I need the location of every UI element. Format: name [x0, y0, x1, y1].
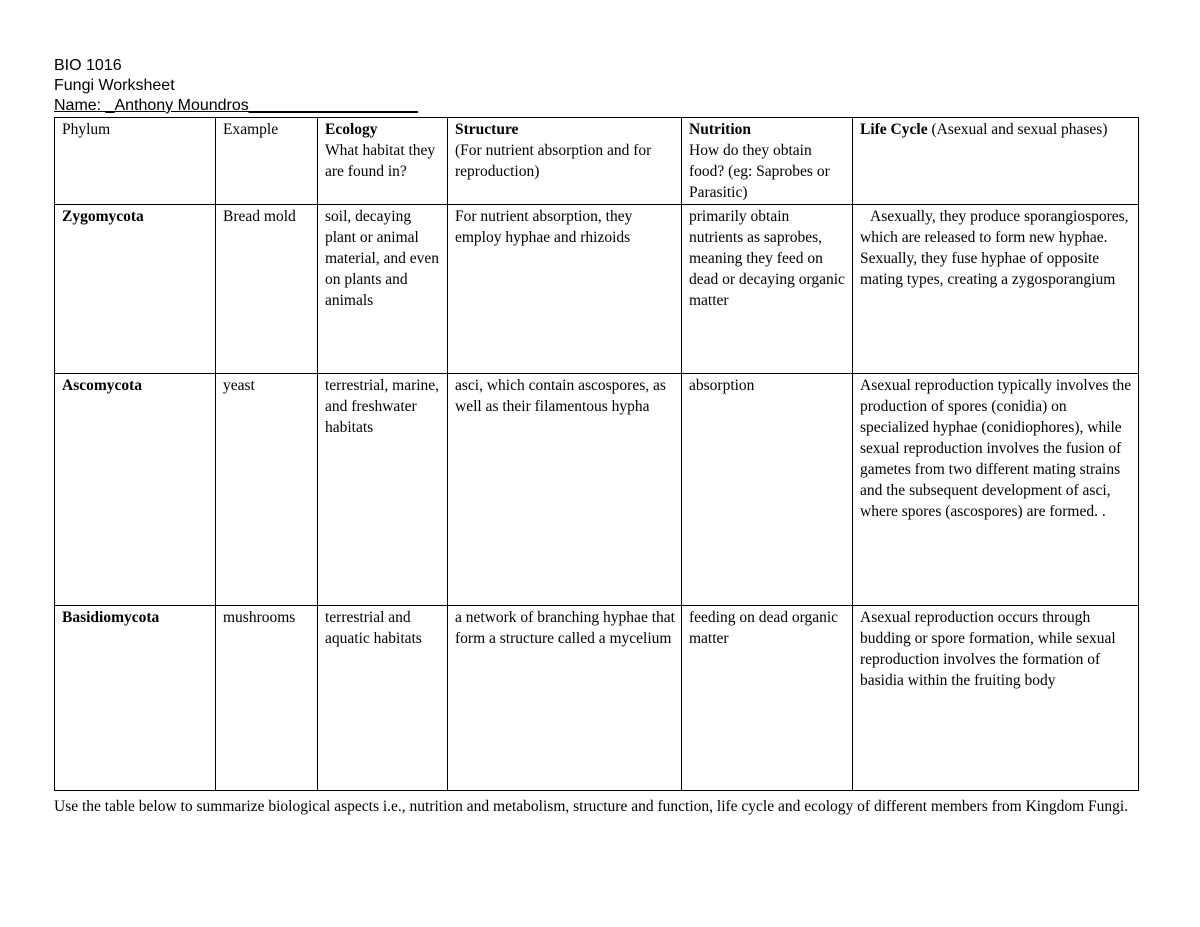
worksheet-title: Fungi Worksheet	[54, 77, 175, 94]
structure-cell: a network of branching hyphae that form a structure called a mycelium	[448, 606, 682, 791]
structure-cell: asci, which contain ascospores, as well as their filamentous hypha	[448, 374, 682, 606]
worksheet-header	[54, 56, 418, 116]
header-cell-phylum	[55, 118, 216, 205]
life-cycle-cell: Asexual reproduction typically involves the production of spores (conidia) on specialized hyphae (conidiophores), while sexual reproduction involves the fusion of gametes from two different mating strains and the subsequent development of asci, where spores (ascospores) are formed. .	[853, 374, 1139, 606]
header-label: Example	[223, 121, 279, 138]
ecology-cell: terrestrial and aquatic habitats	[318, 606, 448, 791]
header-label: Ecology	[325, 121, 378, 138]
header-subtext: What habitat they are found in?	[325, 142, 436, 180]
table-header-row	[55, 118, 1139, 205]
header-cell-nutrition	[682, 118, 853, 205]
ecology-cell: terrestrial, marine, and freshwater habitats	[318, 374, 448, 606]
phylum-cell: Ascomycota	[55, 374, 216, 606]
header-label: Nutrition	[689, 121, 751, 138]
table-row	[55, 374, 1139, 606]
nutrition-cell: feeding on dead organic matter	[682, 606, 853, 791]
header-subtext: (For nutrient absorption and for reproduction)	[455, 142, 652, 180]
example-cell: mushrooms	[216, 606, 318, 791]
life-cycle-cell: Asexually, they produce sporangiospores, which are released to form new hyphae. Sexually, they fuse hyphae of opposite mating types, creating a zygosporangium	[853, 205, 1139, 374]
structure-cell: For nutrient absorption, they employ hyphae and rhizoids	[448, 205, 682, 374]
header-cell-structure	[448, 118, 682, 205]
example-cell: yeast	[216, 374, 318, 606]
header-label: Life Cycle	[860, 121, 928, 138]
header-label: Phylum	[62, 121, 111, 138]
fungi-summary-table	[54, 117, 1139, 791]
header-label: Structure	[455, 121, 519, 138]
table-row	[55, 205, 1139, 374]
header-cell-life-cycle	[853, 118, 1139, 205]
table-row	[55, 606, 1139, 791]
nutrition-cell: absorption	[682, 374, 853, 606]
course-code: BIO 1016	[54, 57, 122, 74]
header-subtext: How do they obtain food? (eg: Saprobes or Parasitic)	[689, 142, 830, 201]
header-cell-ecology	[318, 118, 448, 205]
nutrition-cell: primarily obtain nutrients as saprobes, meaning they feed on dead or decaying organic matter	[682, 205, 853, 374]
header-cell-example	[216, 118, 318, 205]
student-name-line: Name: _Anthony Moundros___________________	[54, 97, 418, 114]
ecology-cell: soil, decaying plant or animal material, and even on plants and animals	[318, 205, 448, 374]
instructions-text: Use the table below to summarize biological aspects i.e., nutrition and metabolism, structure and function, life cycle and ecology of different members from Kingdom Fungi.	[54, 798, 1129, 815]
life-cycle-cell: Asexual reproduction occurs through budding or spore formation, while sexual reproduction involves the formation of basidia within the fruiting body	[853, 606, 1139, 791]
phylum-cell: Basidiomycota	[55, 606, 216, 791]
example-cell: Bread mold	[216, 205, 318, 374]
phylum-cell: Zygomycota	[55, 205, 216, 374]
header-subtext: (Asexual and sexual phases)	[927, 121, 1108, 138]
